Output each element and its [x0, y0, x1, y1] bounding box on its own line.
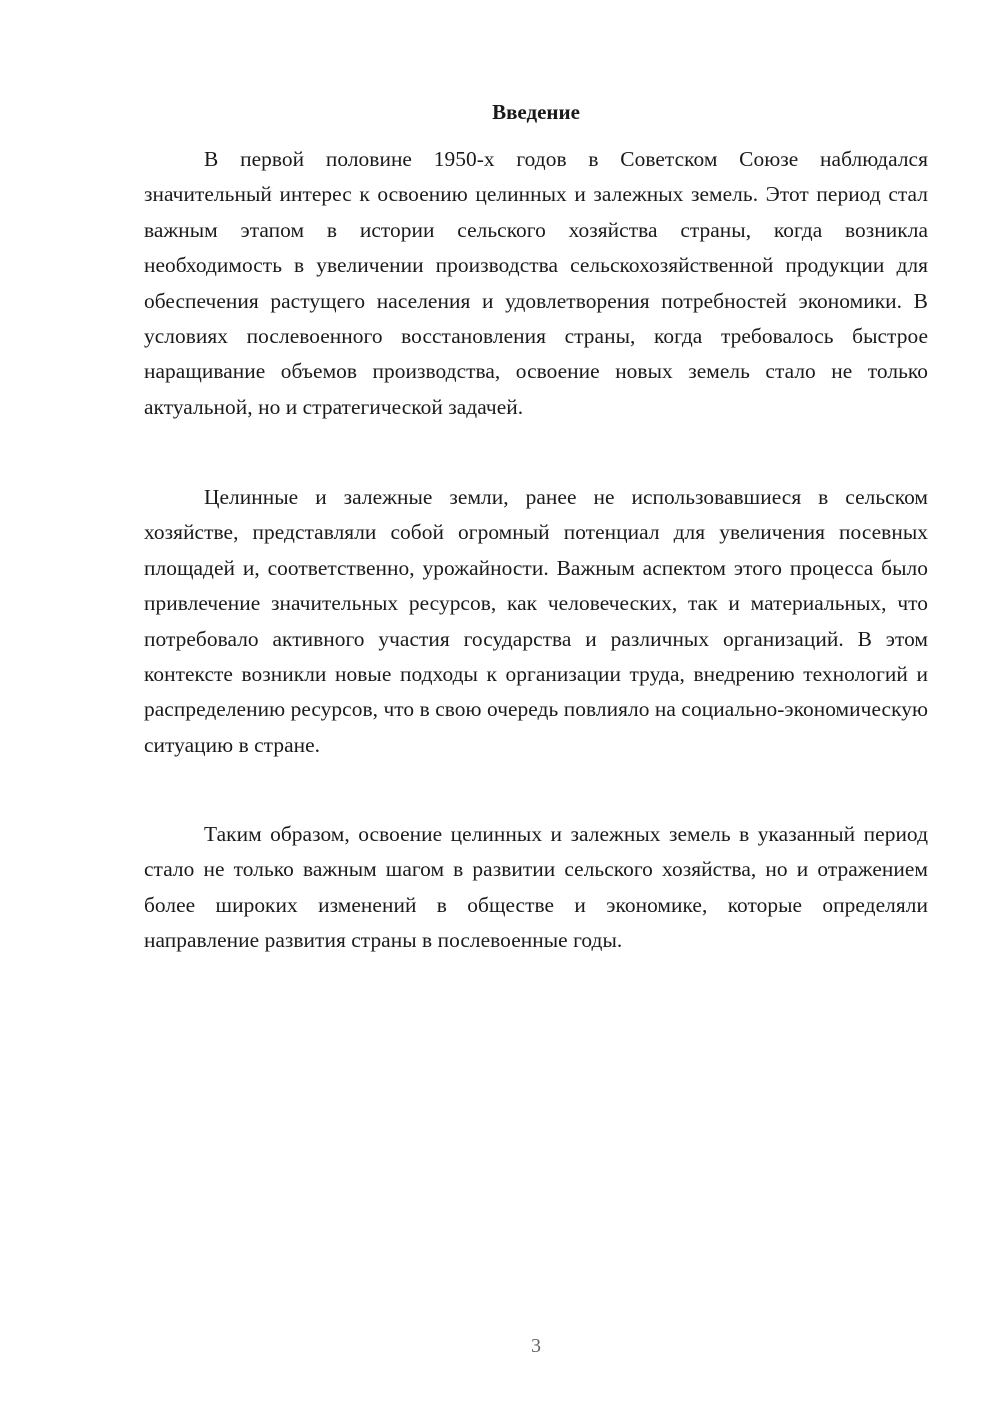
page-number: 3 [531, 1335, 541, 1357]
section-heading: Введение [492, 100, 580, 124]
paragraph-3: Таким образом, освоение целинных и залежных земель в указанный период стало не только важным шагом в развитии сельского хозяйства, но и отражением более широких изменений в обществе и экономике, которые определяли направление развития страны в послевоенные годы. [144, 822, 928, 953]
paragraph-2: Целинные и залежные земли, ранее не использовавшиеся в сельском хозяйстве, представляли собой огромный потенциал для увеличения посевных площадей и, соответственно, урожайности. Важным аспектом этого процесса было привлечение значительных ресурсов, как человеческих, так и материальных, что потребовало активного участия государства и различных организаций. В этом контексте возникли новые подходы к организации труда, внедрению технологий и распределению ресурсов, что в свою очередь повлияло на социально-экономическую ситуацию в стране. [144, 485, 928, 757]
paragraph-1: В первой половине 1950-х годов в Советском Союзе наблюдался значительный интерес к освоению целинных и залежных земель. Этот период стал важным этапом в истории сельского хозяйства страны, когда возникла необходимость в увеличении производства сельскохозяйственной продукции для обеспечения растущего населения и удовлетворения потребностей экономики. В условиях послевоенного восстановления страны, когда требовалось быстрое наращивание объемов производства, освоение новых земель стало не только актуальной, но и стратегической задачей. [144, 147, 928, 419]
